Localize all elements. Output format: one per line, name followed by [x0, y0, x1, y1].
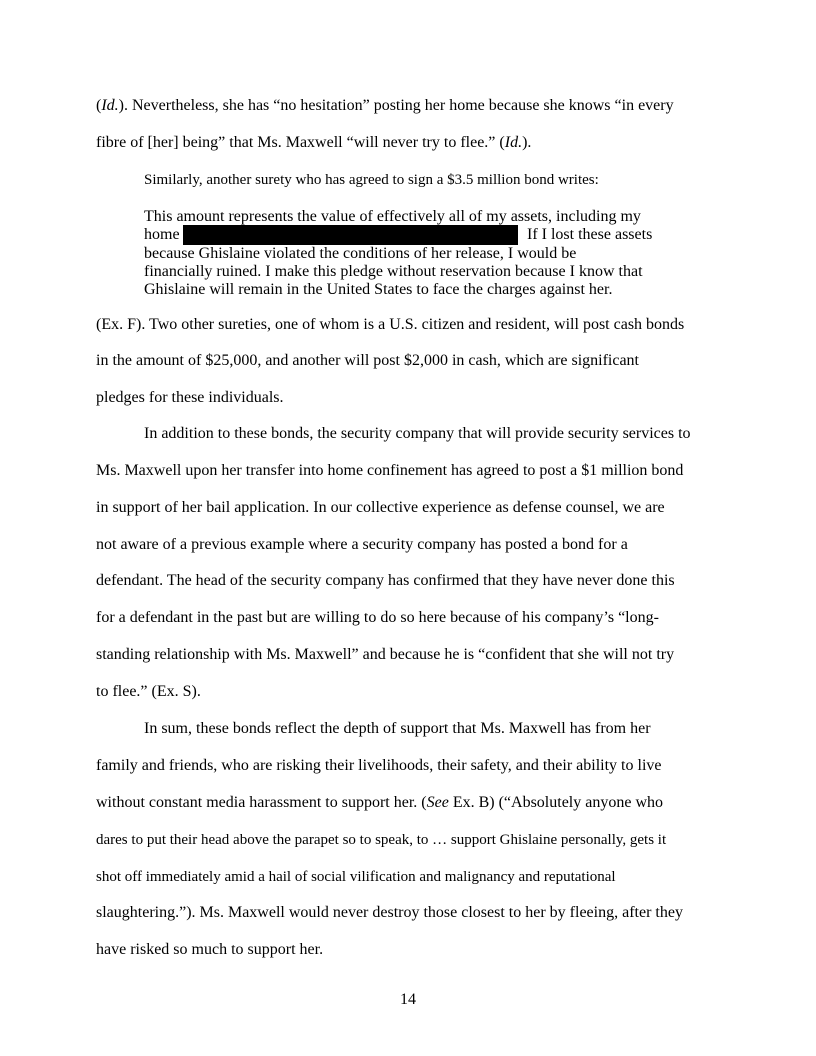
block-quote-line-4: financially ruined. I make this pledge without reservation because I know that: [144, 263, 643, 280]
paragraph-3-line: to flee.” (Ex. S).: [96, 683, 201, 700]
text-segment: ). Nevertheless, she has “no hesitation” posting her home because she knows “in every: [118, 97, 674, 114]
text-segment: without constant media harassment to support her. (: [96, 794, 427, 811]
paragraph-4-line-7: have risked so much to support her.: [96, 941, 324, 958]
paragraph-3-line: in support of her bail application. In our collective experience as defense counsel, we are: [96, 499, 665, 516]
redaction-bar: [183, 225, 518, 245]
paragraph-4-line-4: dares to put their head above the parapet so to speak, to … support Ghislaine personally, gets it: [96, 832, 667, 848]
citation-signal: See: [426, 794, 449, 811]
paragraph-3-line: standing relationship with Ms. Maxwell” and because he is “confident that she will not try: [96, 646, 675, 663]
paragraph-1-line-1: [96, 96, 674, 116]
block-quote-line-1: This amount represents the value of effectively all of my assets, including my: [144, 208, 641, 225]
paragraph-2-line: in the amount of $25,000, and another will post $2,000 in cash, which are significant: [96, 352, 639, 369]
paragraph-3-line: not aware of a previous example where a security company has posted a bond for a: [96, 536, 628, 553]
paragraph-4-line-6: slaughtering.”). Ms. Maxwell would never destroy those closest to her by fleeing, after they: [96, 904, 683, 921]
block-quote-intro: Similarly, another surety who has agreed to sign a $3.5 million bond writes:: [144, 172, 599, 188]
paragraph-4-line-5: shot off immediately amid a hail of social vilification and malignancy and reputational: [96, 869, 616, 885]
paragraph-4-line-1: In sum, these bonds reflect the depth of support that Ms. Maxwell has from her: [144, 720, 651, 737]
paragraph-4-line-3: [96, 793, 663, 813]
block-quote-line-2-end: If I lost these assets: [527, 226, 653, 243]
citation-id: Id.: [504, 134, 523, 151]
paragraph-1-line-2: [96, 133, 531, 153]
block-quote-line-3: because Ghislaine violated the conditions of her release, I would be: [144, 245, 577, 262]
paragraph-2-line: pledges for these individuals.: [96, 389, 284, 406]
paragraph-3-line: Ms. Maxwell upon her transfer into home confinement has agreed to post a $1 million bond: [96, 462, 684, 479]
page-number: 14: [400, 991, 416, 1008]
citation-id: Id.: [101, 97, 119, 114]
paragraph-2-line: (Ex. F). Two other sureties, one of whom is a U.S. citizen and resident, will post cash bonds: [96, 316, 685, 333]
block-quote-line-2-start: home: [144, 226, 180, 243]
paragraph-4-line-2: family and friends, who are risking their livelihoods, their safety, and their ability to live: [96, 757, 662, 774]
paragraph-3-line: In addition to these bonds, the security company that will provide security services to: [144, 425, 691, 442]
paragraph-3-line: for a defendant in the past but are willing to do so here because of his company’s “long-: [96, 609, 659, 626]
block-quote-line-5: Ghislaine will remain in the United States to face the charges against her.: [144, 281, 613, 298]
text-segment: fibre of [her] being” that Ms. Maxwell “will never try to flee.” (: [96, 134, 505, 151]
text-segment: Ex. B) (“Absolutely anyone who: [448, 794, 663, 811]
paragraph-3-line: defendant. The head of the security company has confirmed that they have never done this: [96, 572, 675, 589]
text-segment: ).: [522, 134, 532, 151]
text-segment: (: [96, 97, 102, 114]
